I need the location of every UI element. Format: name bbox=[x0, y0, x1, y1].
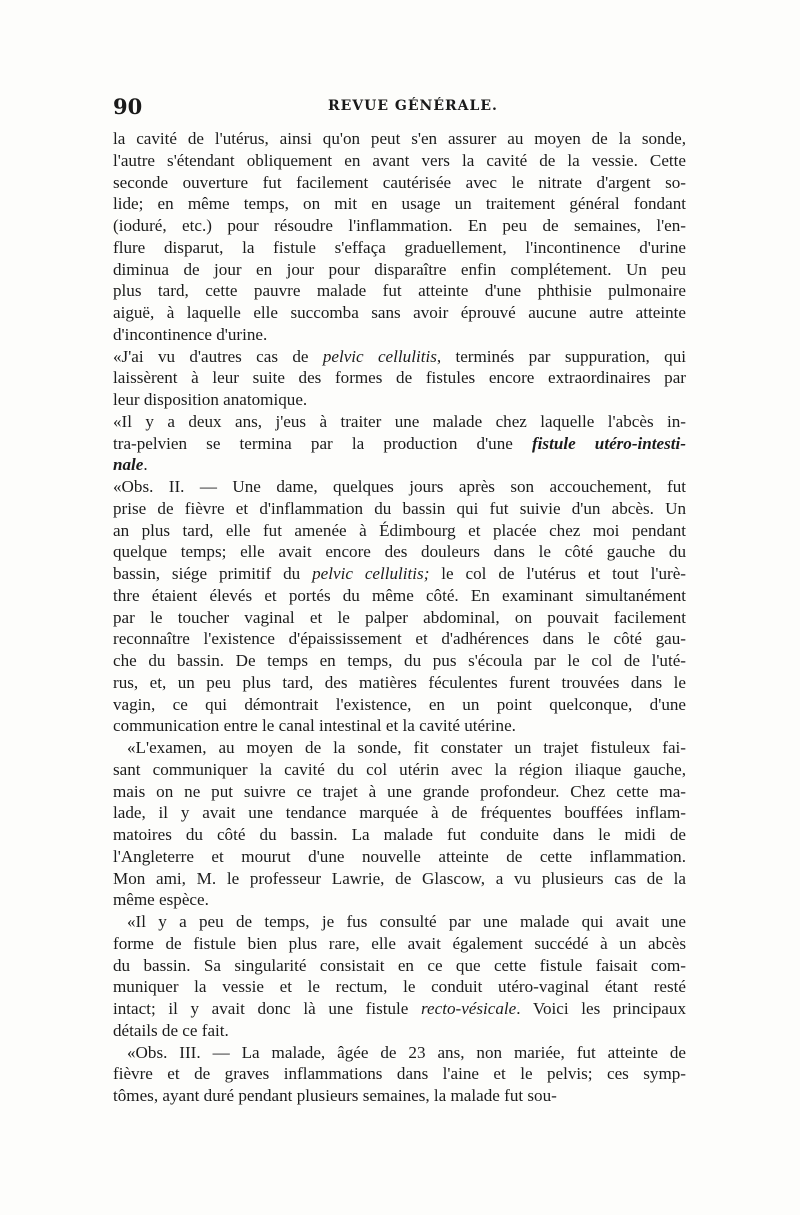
text-segment: par le toucher vaginal et le palper abdominal, on pouvait facilement bbox=[113, 607, 686, 627]
text-line bbox=[113, 781, 686, 803]
text-line bbox=[113, 476, 686, 498]
text-line bbox=[113, 541, 686, 563]
text-segment: d'incontinence d'urine. bbox=[113, 324, 268, 344]
text-line bbox=[113, 802, 686, 824]
text-line bbox=[113, 976, 686, 998]
text-segment: «J'ai vu d'autres cas de bbox=[113, 346, 323, 366]
paragraph bbox=[113, 1042, 686, 1107]
text-line bbox=[113, 1042, 686, 1064]
page-number: 90 bbox=[113, 94, 143, 119]
text-segment: communication entre le canal intestinal et la cavité utérine. bbox=[113, 716, 516, 736]
text-line bbox=[113, 563, 686, 585]
text-segment: «Il y a peu de temps, je fus consulté par une malade qui avait une bbox=[127, 912, 686, 931]
text-segment: prise de fièvre et d'inflammation du bassin qui fut suivie d'un abcès. Un bbox=[113, 498, 686, 518]
text-segment: matoires du côté du bassin. La malade fut conduite dans le midi de bbox=[113, 825, 686, 844]
body-text bbox=[113, 128, 686, 1107]
text-segment: (ioduré, etc.) pour résoudre l'inflammation. En peu de semaines, l'en- bbox=[113, 216, 686, 235]
text-line bbox=[113, 302, 686, 324]
text-line bbox=[113, 367, 686, 389]
text-segment: le col de l'utérus et tout l'urè- bbox=[429, 564, 687, 583]
text-line bbox=[113, 324, 686, 346]
text-line bbox=[113, 411, 686, 433]
text-segment: flure disparut, la fistule s'effaça graduellement, l'incontinence d'urine bbox=[113, 237, 686, 257]
text-segment: détails de ce fait. bbox=[113, 1020, 229, 1040]
bold-italic-text: fistule utéro-intesti- bbox=[531, 433, 686, 453]
text-segment: la cavité de l'utérus, ainsi qu'on peut s'en assurer au moyen de la sonde, bbox=[113, 129, 686, 148]
running-head: REVUE GÉNÉRALE. bbox=[328, 98, 498, 114]
text-segment: lide; en même temps, on mit en usage un traitement général fondant bbox=[113, 194, 686, 214]
text-line bbox=[113, 433, 686, 455]
text-segment: . Voici les principaux bbox=[516, 999, 686, 1018]
text-line bbox=[113, 346, 686, 368]
text-segment: an plus tard, elle fut amenée à Édimbourg et placée chez moi pendant bbox=[113, 520, 686, 540]
text-line bbox=[113, 237, 686, 259]
text-line bbox=[113, 259, 686, 281]
text-segment: du bassin. Sa singularité consistait en ce que cette fistule faisait com- bbox=[113, 955, 686, 975]
text-line bbox=[113, 389, 686, 411]
text-line bbox=[113, 1085, 686, 1107]
text-line bbox=[113, 715, 686, 737]
text-line bbox=[113, 737, 686, 759]
text-segment: thre étaient élevés et portés du même côté. En examinant simultanément bbox=[113, 585, 686, 605]
text-segment: che du bassin. De temps en temps, du pus s'écoula par le col de l'uté- bbox=[113, 651, 686, 670]
paragraph bbox=[113, 128, 686, 346]
text-line bbox=[113, 1063, 686, 1085]
text-line bbox=[113, 650, 686, 672]
text-segment: reconnaître l'existence d'épaississement et d'adhérences dans le côté gau- bbox=[113, 629, 686, 649]
text-line bbox=[113, 585, 686, 607]
text-line bbox=[113, 193, 686, 215]
bold-italic-text: nale bbox=[113, 455, 144, 475]
text-segment: «L'examen, au moyen de la sonde, fit constater un trajet fistuleux fai- bbox=[127, 738, 686, 757]
text-segment: même espèce. bbox=[113, 890, 209, 910]
text-segment: fièvre et de graves inflammations dans l'aine et le pelvis; ces symp- bbox=[113, 1064, 686, 1084]
text-line bbox=[113, 128, 686, 150]
paragraph bbox=[113, 737, 686, 911]
text-line bbox=[113, 846, 686, 868]
text-segment: l'Angleterre et mourut d'une nouvelle atteinte de cette inflammation. bbox=[113, 846, 686, 866]
text-segment: muniquer la vessie et le rectum, le conduit utéro-vaginal étant resté bbox=[113, 977, 686, 997]
text-segment: , terminés par suppuration, qui bbox=[436, 346, 686, 366]
text-segment: leur disposition anatomique. bbox=[113, 390, 308, 409]
text-line bbox=[113, 933, 686, 955]
text-segment: forme de fistule bien plus rare, elle avait également succédé à un abcès bbox=[113, 933, 686, 953]
text-segment: vagin, ce qui démontrait l'existence, en un point quelconque, d'une bbox=[113, 694, 686, 714]
text-segment: «Il y a deux ans, j'eus à traiter une malade chez laquelle l'abcès in- bbox=[113, 411, 686, 431]
text-line bbox=[113, 215, 686, 237]
text-segment: tômes, ayant duré pendant plusieurs semaines, la malade fut sou- bbox=[113, 1086, 557, 1105]
text-line bbox=[113, 998, 686, 1020]
text-segment: mais on ne put suivre ce trajet à une grande profondeur. Chez cette ma- bbox=[113, 781, 686, 801]
text-line bbox=[113, 868, 686, 890]
text-line bbox=[113, 520, 686, 542]
text-segment: «Obs. II. — Une dame, quelques jours après son accouchement, fut bbox=[113, 477, 686, 496]
text-line bbox=[113, 172, 686, 194]
text-segment: Mon ami, M. le professeur Lawrie, de Glascow, a vu plusieurs cas de la bbox=[113, 868, 686, 888]
text-line bbox=[113, 150, 686, 172]
text-segment: sant communiquer la cavité du col utérin avec la région iliaque gauche, bbox=[113, 759, 686, 779]
text-line bbox=[113, 955, 686, 977]
page-header bbox=[113, 94, 686, 124]
paragraph bbox=[113, 346, 686, 411]
text-segment: intact; il y avait donc là une fistule bbox=[113, 999, 422, 1018]
text-line bbox=[113, 694, 686, 716]
text-line bbox=[113, 454, 686, 476]
text-segment: rus, et, un peu plus tard, des matières féculentes furent trouvées dans le bbox=[113, 672, 686, 692]
paragraph bbox=[113, 911, 686, 1042]
text-segment: bassin, siége primitif du bbox=[113, 564, 313, 583]
text-segment: plus tard, cette pauvre malade fut atteinte d'une phthisie pulmonaire bbox=[113, 281, 686, 301]
text-line bbox=[113, 672, 686, 694]
text-segment: diminua de jour en jour pour disparaître enfin complétement. Un peu bbox=[113, 259, 686, 279]
text-line bbox=[113, 759, 686, 781]
text-segment: quelque temps; elle avait encore des douleurs dans le côté gauche du bbox=[113, 542, 686, 562]
text-segment: seconde ouverture fut facilement cautérisée avec le nitrate d'argent so- bbox=[113, 172, 686, 192]
text-line bbox=[113, 889, 686, 911]
text-line bbox=[113, 628, 686, 650]
text-line bbox=[113, 607, 686, 629]
text-line bbox=[113, 280, 686, 302]
text-line bbox=[113, 498, 686, 520]
text-segment: laissèrent à leur suite des formes de fistules encore extraordinaires par bbox=[113, 368, 686, 388]
text-segment: lade, il y avait une tendance marquée à de fréquentes bouffées inflam- bbox=[113, 803, 686, 823]
italic-text: pelvic cellulitis; bbox=[312, 564, 430, 583]
italic-text: recto-vésicale bbox=[421, 999, 517, 1018]
text-line bbox=[113, 1020, 686, 1042]
text-segment: «Obs. III. — La malade, âgée de 23 ans, non mariée, fut atteinte de bbox=[127, 1042, 686, 1062]
text-segment: tra-pelvien se termina par la production d'une bbox=[113, 433, 532, 453]
paragraph bbox=[113, 411, 686, 476]
text-segment: aiguë, à laquelle elle succomba sans avoir éprouvé aucune autre atteinte bbox=[113, 303, 686, 322]
text-line bbox=[113, 824, 686, 846]
text-segment: . bbox=[143, 455, 148, 475]
text-segment: l'autre s'étendant obliquement en avant vers la cavité de la vessie. Cette bbox=[113, 150, 686, 170]
italic-text: pelvic cellulitis bbox=[322, 346, 437, 366]
paragraph bbox=[113, 476, 686, 737]
text-line bbox=[113, 911, 686, 933]
